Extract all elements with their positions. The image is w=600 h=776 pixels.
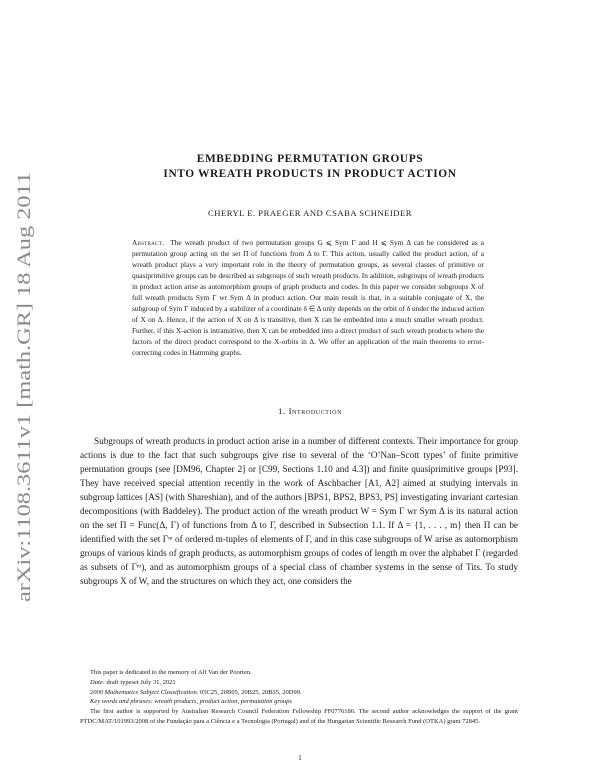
date-value: draft typeset July 31, 2021 [106,678,176,686]
title-line-1: EMBEDDING PERMUTATION GROUPS [196,153,424,165]
section-title: Introduction [288,406,343,416]
section-heading [100,406,520,416]
paper-title [100,152,520,182]
title-line-2: INTO WREATH PRODUCTS IN PRODUCT ACTION [163,168,457,180]
date-label: Date: [90,678,105,686]
keywords-label: Key words and phrases: [90,698,153,706]
arxiv-stamp-text: arXiv:1108.3611v1 [math.GR] 18 Aug 2011 [14,266,35,602]
keywords-value: wreath products, product action, permutation groups [154,698,292,706]
dedication-note: This paper is dedicated to the memory of Alf Van der Poorten. [90,669,252,676]
abstract-text: The wreath product of two permutation groups G ⩽ Sym Γ and H ⩽ Sym Δ can be considered as a permutation group acting on the set Π of functions from Δ to Γ. This action, usually called the product action, of a wreath product plays a very important role in the theory of permutation groups, as several classes of primitive or quasiprimitive groups can be described as subgroups of such wreath products. In addition, subgroups of wreath products in product action arise as automorphism groups of graph products and codes. In this paper we consider subgroups X of full wreath products Sym Γ wr Sym Δ in product action. Our main result is that, in a suitable conjugate of X, the subgroup of Sym Γ induced by a stabilizer of a coordinate δ ∈ Δ only depends on the orbit of δ under the induced action of X on Δ. Hence, if the action of X on Δ is transitive, then X can be embedded into a much smaller wreath product. Further, if this X-action is intransitive, then X can be embedded into a direct product of such wreath products where the factors of the direct product correspond to the X-orbits in Δ. We offer an application of the main theorems to error-correcting codes in Hamming graphs. [132,238,484,357]
arxiv-stamp [4,170,40,605]
msc-label: 2000 Mathematics Subject Classification. [90,688,199,696]
abstract [132,237,484,358]
date-note [80,678,518,688]
introduction-body [80,434,518,588]
intro-paragraph: Subgroups of wreath products in product action arise in a number of different contexts. Their importance for group actions is due to the fact that such subgroups give rise to several of the ‘O’Nan–Scott types’ of finite primitive permutation groups (see [DM96, Chapter 2] or [C99, Sections 1.10 and 4.3]) and finite quasiprimitive groups [P93]. They have received special attention recently in the work of Aschbacher [A1, A2] aimed at studying intervals in subgroup lattices [AS] (with Shareshian), and of the authors [BPS1, BPS2, BPS3, PS] investigating invariant cartesian decompositions (with Baddeley). The product action of the wreath product W = Sym Γ wr Sym Δ is its natural action on the set Π = Func(Δ, Γ) of functions from Δ to Γ, described in Subsection 1.1. If Δ = {1, . . . , m} then Π can be identified with the set Γᵐ of ordered m-tuples of elements of Γ, and in this case subgroups of W arise as automorphism groups of various kinds of graph products, as automorphism groups of codes of length m over the alphabet Γ (regarded as subsets of Γᵐ), and as automorphism groups of a special class of chamber systems in the sense of Tits. To study subgroups X of W, and the structures on which they act, one considers the [80,436,518,586]
funding-note: The first author is supported by Australian Research Council Federation Fellowship FF0776186. The second author acknowledges the support of the grant PTDC/MAT/101993/2008 of the Fundação para a Ciência e a Tecnologia (Portugal) and of the Hungarian Scientific Research Fund (OTKA) grant 72845. [80,708,518,725]
author-line: CHERYL E. PRAEGER AND CSABA SCHNEIDER [208,208,412,218]
keywords-note [80,697,518,707]
page-number: 1 [298,754,302,762]
section-number: 1. [277,406,286,416]
abstract-label: Abstract. [132,238,165,247]
footnotes [80,668,518,727]
msc-note [80,688,518,698]
msc-value: 05C25, 20B05, 20B25, 20B35, 20D99. [199,688,302,696]
